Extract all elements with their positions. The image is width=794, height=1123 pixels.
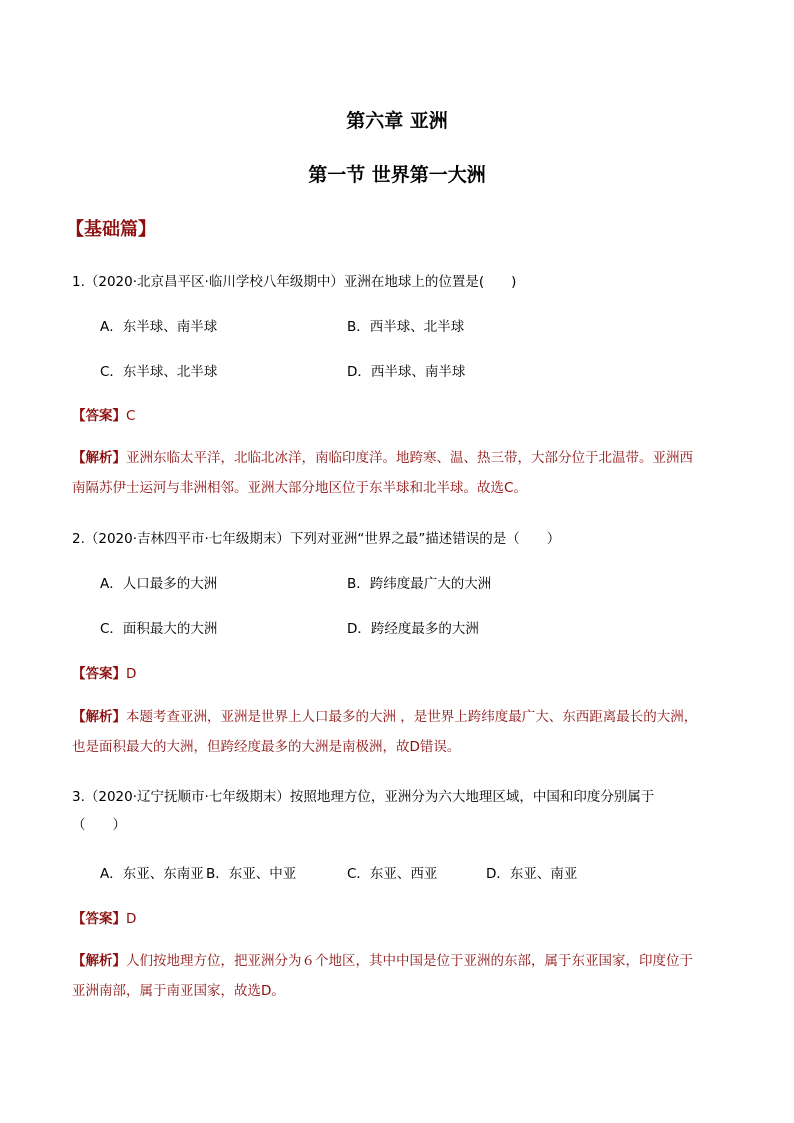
- question-3-answer: [72, 907, 136, 927]
- question-3-option-d: D．东亚、南亚: [486, 866, 578, 882]
- question-2-explanation: [72, 702, 697, 762]
- question-1-answer: [72, 404, 135, 424]
- question-1-option-b: B．西半球、北半球: [347, 319, 465, 335]
- answer-value: C: [126, 408, 136, 424]
- answer-value: D: [126, 666, 137, 682]
- explanation-label: 【解析】: [72, 953, 126, 969]
- chapter-title: 第六章 亚洲: [346, 110, 448, 132]
- explanation-line: 亚洲南部，属于南亚国家，故选D。: [72, 983, 285, 999]
- explanation-label: 【解析】: [72, 450, 126, 466]
- question-3-option-a: A．东亚、东南亚: [100, 866, 204, 882]
- explanation-line: 【解析】人们按地理方位，把亚洲分为６个地区，其中中国是位于亚洲的东部，属于东亚国家，印度位于: [72, 953, 693, 969]
- explanation-line: 【解析】亚洲东临太平洋，北临北冰洋，南临印度洋。地跨寒、温、热三带，大部分位于北温带。亚洲西: [72, 450, 693, 466]
- question-2-option-b: B．跨纬度最广大的大洲: [347, 576, 492, 592]
- question-2-option-a: A．人口最多的大洲: [100, 576, 218, 592]
- answer-label: 【答案】: [72, 408, 126, 424]
- question-3-stem-line-2: （ ）: [72, 817, 126, 833]
- explanation-label: 【解析】: [72, 709, 126, 725]
- question-1-explanation: [72, 443, 693, 503]
- answer-value: D: [126, 911, 137, 927]
- question-1-option-d: D．西半球、南半球: [347, 364, 466, 380]
- question-1-option-a: A．东半球、南半球: [100, 319, 218, 335]
- question-1-stem: 1.（2020·北京昌平区·临川学校八年级期中）亚洲在地球上的位置是( ): [72, 274, 517, 290]
- answer-label: 【答案】: [72, 666, 126, 682]
- question-2-option-d: D．跨经度最多的大洲: [347, 621, 479, 637]
- explanation-line: 也是面积最大的大洲，但跨经度最多的大洲是南极洲，故D错误。: [72, 739, 461, 755]
- category-heading: 【基础篇】: [66, 219, 156, 240]
- question-3-explanation: [72, 946, 693, 1006]
- question-2-answer: [72, 662, 136, 682]
- question-3-option-b: B．东亚、中亚: [206, 866, 297, 882]
- question-1-option-c: C．东半球、北半球: [100, 364, 218, 380]
- question-2-option-c: C．面积最大的大洲: [100, 621, 218, 637]
- explanation-line: 【解析】本题考查亚洲，亚洲是世界上人口最多的大洲 ，是世界上跨纬度最广大、东西距离最长的大洲，: [72, 709, 698, 725]
- question-2-stem: 2.（2020·吉林四平市·七年级期末）下列对亚洲“世界之最”描述错误的是（ ）: [72, 531, 561, 547]
- answer-label: 【答案】: [72, 911, 126, 927]
- question-3-option-c: C．东亚、西亚: [347, 866, 438, 882]
- explanation-line: 南隔苏伊士运河与非洲相邻。亚洲大部分地区位于东半球和北半球。故选C。: [72, 480, 527, 496]
- question-3-stem-line-1: 3.（2020·辽宁抚顺市·七年级期末）按照地理方位，亚洲分为六大地理区域，中国和印度分别属于: [72, 789, 655, 805]
- section-title: 第一节 世界第一大洲: [308, 164, 486, 186]
